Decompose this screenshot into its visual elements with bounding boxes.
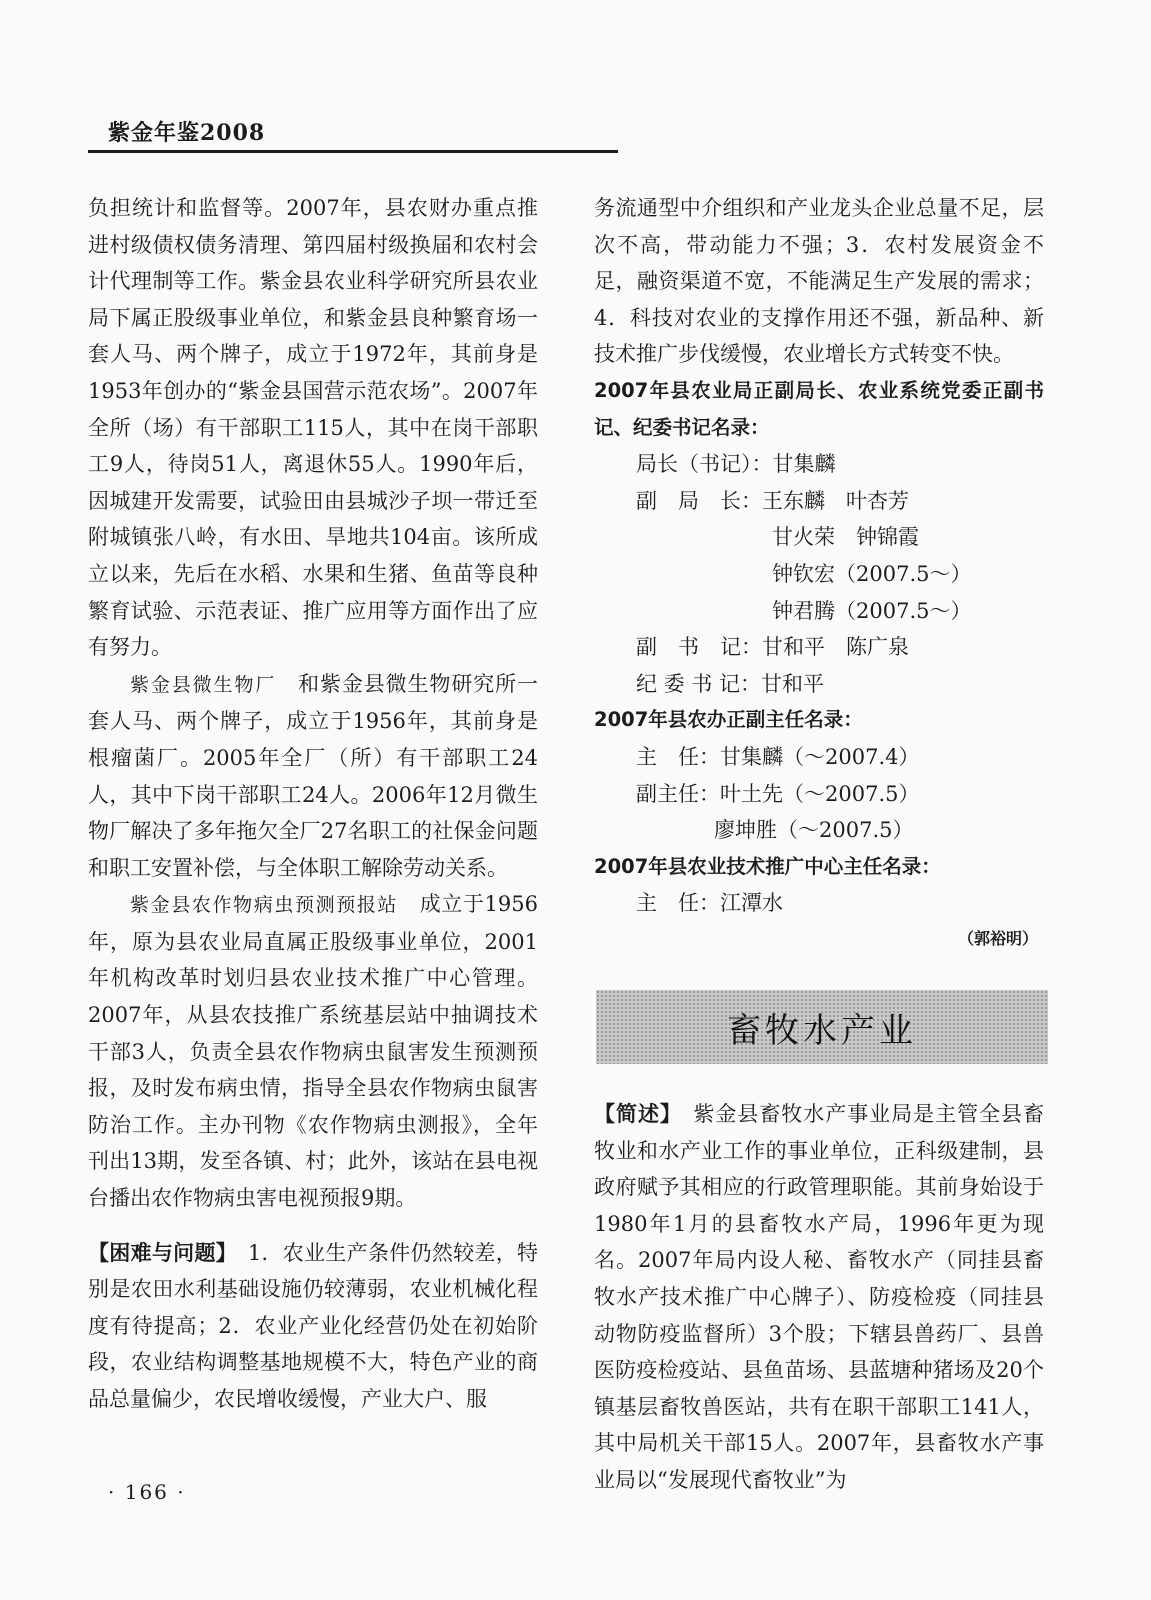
section-banner <box>596 990 1048 1064</box>
page-number: · 166 · <box>108 1480 186 1504</box>
roster-line: 钟君腾（2007.5～） <box>772 598 972 623</box>
paragraph-continued: 务流通型中介组织和产业龙头企业总量不足，层次不高，带动能力不强；3．农村发展资金不足，融资渠道不宽，不能满足生产发展的需求；4．科技对农业的支撑作用还不强，新品种、新技术推广步伐缓慢，农业增长方式转变不快。 <box>594 196 1044 367</box>
header-rule <box>88 150 618 153</box>
section-body-column <box>594 1096 1044 1499</box>
roster-line: 副 书 记：甘和平 陈广泉 <box>636 635 909 660</box>
entry-title: 紫金县微生物厂 <box>130 673 277 696</box>
entry-body: 和紫金县微生物研究所一套人马、两个牌子，成立于1956年，其前身是根瘤菌厂。2005年全厂（所）有干部职工24人，其中下岗干部职工24人。2006年12月微生物厂解决了多年拖欠全厂27名职工的社保金问题和职工安置补偿，与全体职工解除劳动关系。 <box>88 671 538 880</box>
spacer <box>88 1217 538 1235</box>
roster-line: 甘火荣 钟锦霞 <box>772 525 919 550</box>
roster-heading: 2007年县农办正副主任名录： <box>594 708 863 732</box>
left-column <box>88 190 538 1418</box>
roster-line: 局长（书记）：甘集麟 <box>636 452 836 477</box>
roster-line: 副主任：叶土先（～2007.5） <box>636 781 920 806</box>
right-column <box>594 190 1044 954</box>
roster-line: 廖坤胜（～2007.5） <box>714 818 914 843</box>
roster-line: 主 任：甘集麟（～2007.4） <box>636 744 920 769</box>
section-body: 1．农业生产条件仍然较差，特别是农田水利基础设施仍较薄弱，农业机械化程度有待提高；2．农业产业化经营仍处在初始阶段，农业结构调整基地规模不大，特色产业的商品总量偏少，农民增收缓慢，产业大户、服 <box>88 1240 538 1411</box>
section-title: 畜牧水产业 <box>727 1010 917 1051</box>
paragraph-pest-station <box>88 886 538 1216</box>
entry-body: 成立于1956年，原为县农业局直属正股级事业单位，2001年机构改革时划归县农业技术推广中心管理。2007年，从县农技推广系统基层站中抽调技术干部3人，负责全县农作物病虫鼠害发生预测预报，及时发布病虫情，指导全县农作物病虫鼠害防治工作。主办刊物《农作物病虫测报》，全年刊出13期，发至各镇、村；此外，该站在县电视台播出农作物病虫害电视预报9期。 <box>88 892 538 1211</box>
paragraph-microbe-factory <box>88 666 538 887</box>
paragraph-difficulties <box>88 1235 538 1418</box>
paragraph-overview <box>594 1096 1044 1499</box>
section-label: 【困难与问题】 <box>88 1240 227 1265</box>
entry-title: 紫金县农作物病虫预测预报站 <box>130 894 399 917</box>
roster-line: 副 局 长：王东麟 叶杏芳 <box>636 488 909 513</box>
roster-line: 纪 委 书 记：甘和平 <box>636 671 825 696</box>
roster-heading: 2007年县农业技术推广中心主任名录： <box>594 854 941 878</box>
section-label: 【简述】 <box>594 1102 672 1126</box>
paragraph-agri-institute: 负担统计和监督等。2007年，县农财办重点推进村级债权债务清理、第四届村级换届和农村会计代理制等工作。紫金县农业科学研究所县农业局下属正股级事业单位，和紫金县良种繁育场一套人马、两个牌子，成立于1972年，其前身是1953年创办的“紫金县国营示范农场”。2007年全所（场）有干部职工115人，其中在岗干部职工9人，待岗51人，离退休55人。1990年后，因城建开发需要，试验田由县城沙子坝一带迁至附城镇张八岭，有水田、旱地共104亩。该所成立以来，先后在水稻、水果和生猪、鱼苗等良种繁育试验、示范表证、推广应用等方面作出了应有努力。 <box>88 196 538 660</box>
running-title: 紫金年鉴2008 <box>108 120 266 146</box>
roster-line: 主 任：江潭水 <box>636 891 783 916</box>
author-signature: （郭裕明） <box>957 928 1038 948</box>
section-body: 紫金县畜牧水产事业局是主管全县畜牧业和水产业工作的事业单位，正科级建制，县政府赋予其相应的行政管理职能。其前身始设于1980年1月的县畜牧水产局，1996年更为现名。2007年局内设人秘、畜牧水产（同挂县畜牧水产技术推广中心牌子）、防疫检疫（同挂县动物防疫监督所）3个股；下辖县兽药厂、县兽医防疫检疫站、县鱼苗场、县蓝塘种猪场及20个镇基层畜牧兽医站，共有在职干部职工141人，其中局机关干部15人。2007年，县畜牧水产事业局以“发展现代畜牧业”为 <box>594 1102 1045 1492</box>
roster-line: 钟钦宏（2007.5～） <box>772 561 972 586</box>
roster-heading: 2007年县农业局正副局长、农业系统党委正副书记、纪委书记名录： <box>594 378 1044 439</box>
